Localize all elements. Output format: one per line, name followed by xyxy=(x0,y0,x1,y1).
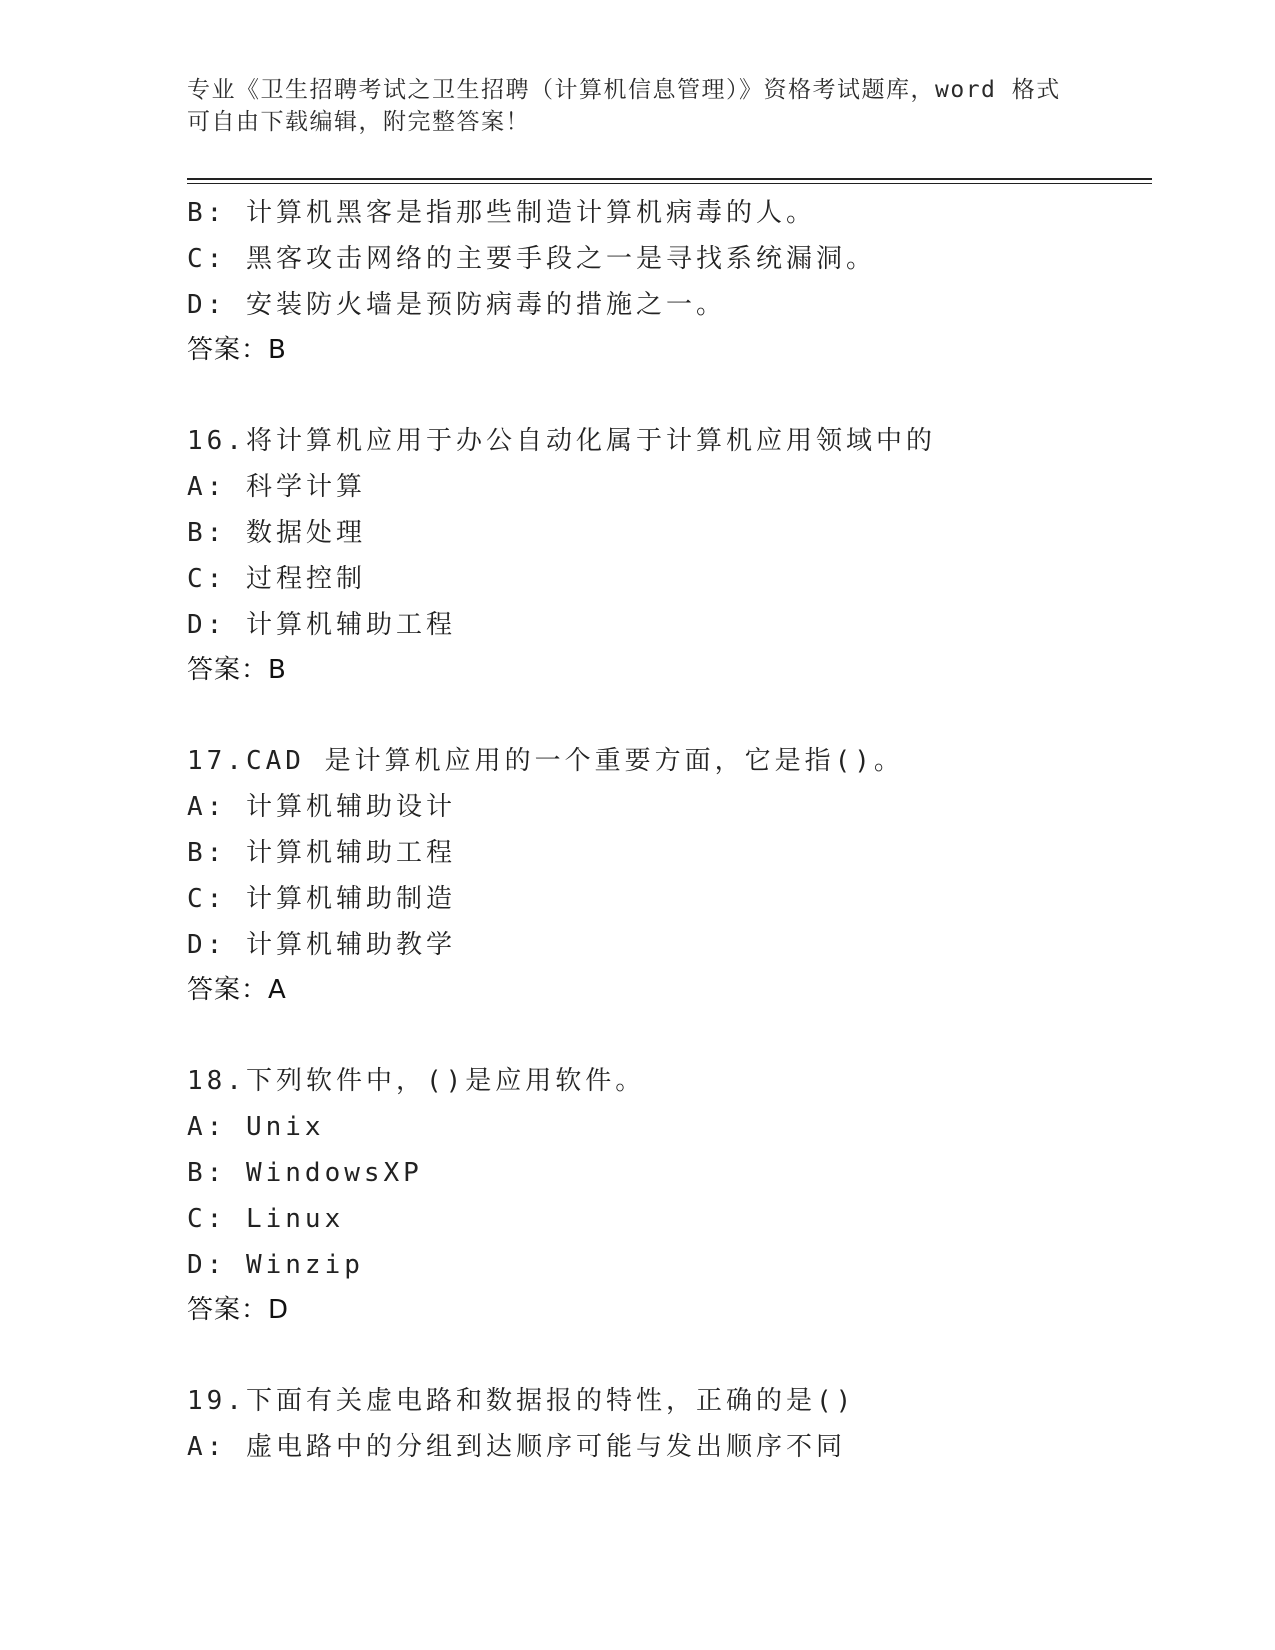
header-line-1: 专业《卫生招聘考试之卫生招聘（计算机信息管理）》资格考试题库，word 格式 xyxy=(187,77,1061,103)
answer-text: 答案：A xyxy=(187,975,287,1005)
question-stem: 16.将计算机应用于办公自动化属于计算机应用领域中的 xyxy=(187,426,936,456)
option-d: D: 计算机辅助工程 xyxy=(187,610,456,640)
option-b: B: WindowsXP xyxy=(187,1158,423,1188)
option-c: C: 计算机辅助制造 xyxy=(187,884,456,914)
option-b: B: 计算机黑客是指那些制造计算机病毒的人。 xyxy=(187,198,816,228)
spacer xyxy=(187,1012,1147,1058)
answer-text: 答案：B xyxy=(187,335,287,365)
header-line-2: 可自由下载编辑，附完整答案！ xyxy=(187,109,530,135)
document-header xyxy=(187,74,1067,138)
question-block-17 xyxy=(187,738,1147,1012)
question-stem: 18.下列软件中，()是应用软件。 xyxy=(187,1066,646,1096)
question-block-15 xyxy=(187,190,1147,372)
question-block-16 xyxy=(187,418,1147,692)
option-c: C: 黑客攻击网络的主要手段之一是寻找系统漏洞。 xyxy=(187,244,876,274)
question-stem: 17.CAD 是计算机应用的一个重要方面，它是指()。 xyxy=(187,746,904,776)
option-b: B: 数据处理 xyxy=(187,518,366,548)
option-d: D: Winzip xyxy=(187,1250,364,1280)
option-c: C: 过程控制 xyxy=(187,564,366,594)
option-d: D: 计算机辅助教学 xyxy=(187,930,456,960)
answer-text: 答案：D xyxy=(187,1295,290,1325)
spacer xyxy=(187,1332,1147,1378)
option-b: B: 计算机辅助工程 xyxy=(187,838,456,868)
question-block-18 xyxy=(187,1058,1147,1332)
question-list xyxy=(187,190,1147,1470)
option-a: A: 虚电路中的分组到达顺序可能与发出顺序不同 xyxy=(187,1432,846,1462)
question-stem: 19.下面有关虚电路和数据报的特性，正确的是() xyxy=(187,1386,856,1416)
option-a: A: Unix xyxy=(187,1112,325,1142)
option-a: A: 科学计算 xyxy=(187,472,366,502)
option-d: D: 安装防火墙是预防病毒的措施之一。 xyxy=(187,290,726,320)
spacer xyxy=(187,692,1147,738)
option-c: C: Linux xyxy=(187,1204,345,1234)
header-divider-top xyxy=(187,178,1152,180)
option-a: A: 计算机辅助设计 xyxy=(187,792,456,822)
header-divider-bottom xyxy=(187,183,1152,184)
question-block-19 xyxy=(187,1378,1147,1470)
answer-text: 答案：B xyxy=(187,655,287,685)
spacer xyxy=(187,372,1147,418)
